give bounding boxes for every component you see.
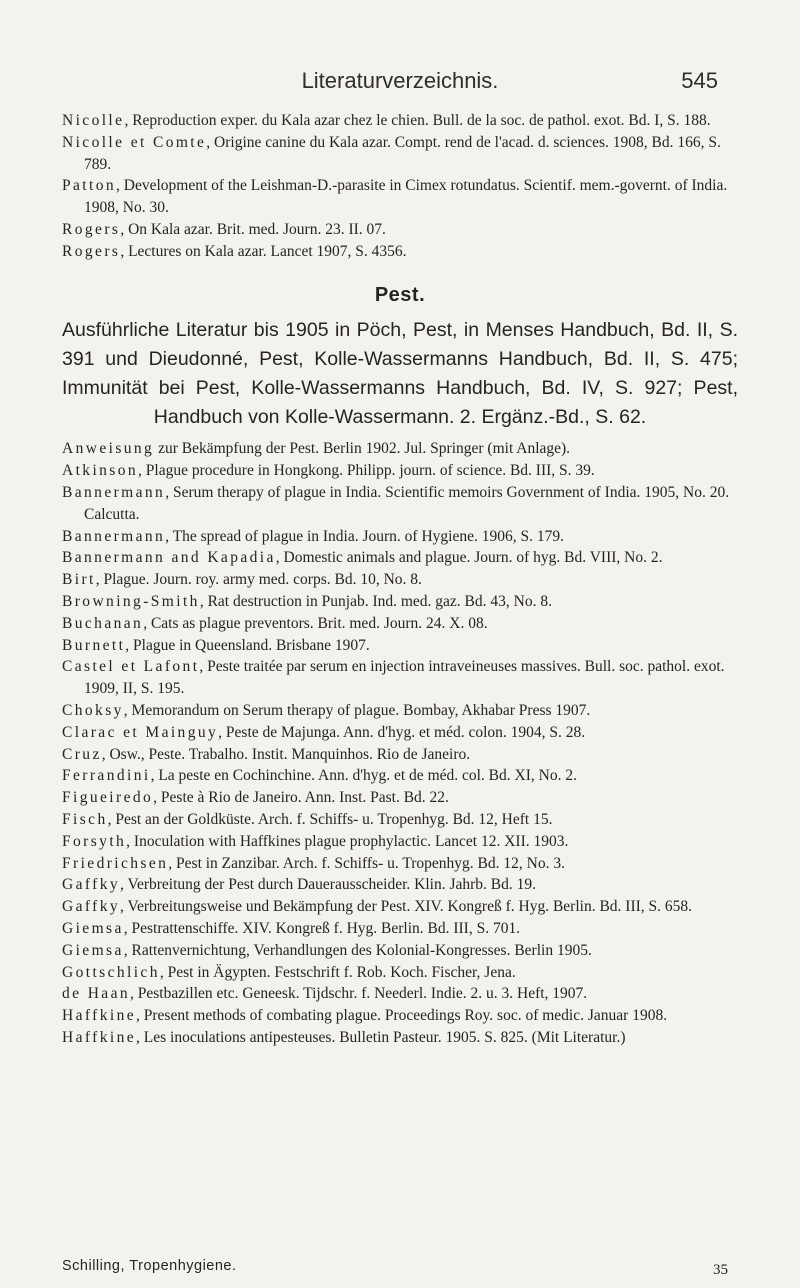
entry-author: Bannermann	[62, 527, 166, 545]
entry-text: , Rattenvernichtung, Verhandlungen des Kolonial-Kongresses. Berlin 1905.	[123, 941, 592, 959]
entry-author: de Haan	[62, 985, 131, 1003]
entry-text: , Origine canine du Kala azar. Compt. rend de l'acad. d. sciences. 1908, Bd. 166, S. 789.	[84, 133, 721, 173]
page-number: 545	[681, 68, 718, 93]
bibliography-entry	[62, 853, 738, 875]
entry-author: Browning-Smith	[62, 592, 200, 610]
entry-author: Patton	[62, 177, 117, 195]
entry-author: Nicolle et Comte	[62, 133, 207, 151]
entry-text: , Peste traitée par serum en injection intraveineuses massives. Bull. soc. pathol. exot. 1909, II, S. 195.	[84, 658, 725, 698]
entry-author: Figueiredo	[62, 789, 154, 807]
entry-text: , On Kala azar. Brit. med. Journ. 23. II. 07.	[120, 220, 386, 238]
bibliography-entry	[62, 1027, 738, 1049]
entry-text: , Peste de Majunga. Ann. d'hyg. et méd. colon. 1904, S. 28.	[218, 723, 586, 741]
bibliography-entry	[62, 613, 738, 635]
bibliography-entry	[62, 219, 738, 241]
entry-author: Anweisung	[62, 440, 155, 458]
entry-author: Giemsa	[62, 919, 124, 937]
bibliography-entry	[62, 547, 738, 569]
bibliography-entry	[62, 874, 738, 896]
entry-text: , Reproduction exper. du Kala azar chez le chien. Bull. de la soc. de pathol. exot. Bd. I, S. 188.	[124, 112, 711, 129]
entry-text: , Development of the Leishman-D.-parasite in Cimex rotundatus. Scientif. mem.-governt. of India. 1908, No. 30.	[84, 177, 728, 217]
bibliography-entry	[62, 569, 738, 591]
entry-author: Haffkine	[62, 1007, 137, 1025]
entry-text: , Pest in Ägypten. Festschrift f. Rob. Koch. Fischer, Jena.	[159, 963, 516, 981]
entry-text: , Present methods of combating plague. Proceedings Roy. soc. of medic. Januar 1908.	[136, 1007, 668, 1025]
publisher-line: Schilling, Tropenhygiene.	[62, 1258, 237, 1274]
entry-text: , Pest an der Goldküste. Arch. f. Schiffs- u. Tropenhyg. Bd. 12, Heft 15.	[107, 810, 553, 828]
entry-author: Castel et Lafont	[62, 658, 200, 676]
section-title: Pest.	[374, 283, 426, 306]
entry-text: , La peste en Cochinchine. Ann. d'hyg. et de méd. col. Bd. XI, No. 2.	[150, 767, 577, 785]
entry-text: , Rat destruction in Punjab. Ind. med. gaz. Bd. 43, No. 8.	[199, 592, 552, 610]
bibliography-entry	[62, 175, 738, 219]
entry-author: Giemsa	[62, 941, 124, 959]
bibliography-entry	[62, 110, 738, 132]
entry-author: Clarac et Mainguy	[62, 723, 219, 741]
entry-text: , The spread of plague in India. Journ. of Hygiene. 1906, S. 179.	[165, 527, 564, 545]
bibliography	[62, 110, 738, 1049]
entry-text: , Domestic animals and plague. Journ. of hyg. Bd. VIII, No. 2.	[275, 549, 663, 567]
entry-text: , Inoculation with Haffkines plague prophylactic. Lancet 12. XII. 1903.	[126, 832, 569, 850]
bibliography-entry	[62, 983, 738, 1005]
entry-author: Atkinson	[62, 462, 139, 480]
entry-text: , Pestbazillen etc. Geneesk. Tijdschr. f. Neederl. Indie. 2. u. 3. Heft, 1907.	[130, 985, 588, 1003]
entry-text: zur Bekämpfung der Pest. Berlin 1902. Jul. Springer (mit Anlage).	[154, 440, 571, 458]
bibliography-entry	[62, 940, 738, 962]
bibliography-entry	[62, 896, 738, 918]
entry-author: Gottschlich	[62, 963, 160, 981]
entry-text: , Lectures on Kala azar. Lancet 1907, S. 4356.	[120, 242, 407, 260]
entries-top-list	[62, 110, 738, 263]
entry-text: , Peste à Rio de Janeiro. Ann. Inst. Past. Bd. 22.	[153, 789, 449, 807]
entry-author: Rogers	[62, 242, 121, 260]
entry-author: Gaffky	[62, 898, 121, 916]
entry-text: , Plague procedure in Hongkong. Philipp. journ. of science. Bd. III, S. 39.	[138, 462, 595, 480]
entry-author: Haffkine	[62, 1028, 137, 1046]
bibliography-entry	[62, 831, 738, 853]
running-title: Literaturverzeichnis.	[301, 68, 499, 93]
bibliography-entry	[62, 482, 738, 526]
entry-text: , Serum therapy of plague in India. Scientific memoirs Government of India. 1905, No. 20. Calcutta.	[84, 483, 730, 523]
entry-author: Ferrandini	[62, 767, 151, 785]
entry-text: , Memorandum on Serum therapy of plague. Bombay, Akhabar Press 1907.	[123, 701, 591, 719]
entry-author: Forsyth	[62, 832, 127, 850]
bibliography-entry	[62, 722, 738, 744]
bibliography-entry	[62, 656, 738, 700]
entry-text: , Verbreitung der Pest durch Dauerausscheider. Klin. Jahrb. Bd. 19.	[120, 876, 536, 894]
bibliography-entry	[62, 241, 738, 263]
running-header	[0, 68, 800, 108]
entry-text: , Pest in Zanzibar. Arch. f. Schiffs- u. Tropenhyg. Bd. 12, No. 3.	[168, 854, 565, 872]
entry-author: Bannermann	[62, 483, 166, 501]
bibliography-entry	[62, 1005, 738, 1027]
bibliography-entry	[62, 787, 738, 809]
entries-list	[62, 438, 738, 1048]
entry-author: Burnett	[62, 636, 126, 654]
bibliography-entry	[62, 700, 738, 722]
bibliography-entry	[62, 591, 738, 613]
bibliography-entry	[62, 526, 738, 548]
entry-author: Choksy	[62, 701, 124, 719]
bibliography-entry	[62, 438, 738, 460]
entry-text: , Plague. Journ. roy. army med. corps. Bd. 10, No. 8.	[95, 571, 422, 589]
bibliography-entry	[62, 765, 738, 787]
entry-text: , Pestrattenschiffe. XIV. Kongreß f. Hyg. Berlin. Bd. III, S. 701.	[123, 919, 521, 937]
entry-author: Rogers	[62, 220, 121, 238]
entry-author: Fisch	[62, 810, 108, 828]
entry-text: , Cats as plague preventors. Brit. med. Journ. 24. X. 08.	[143, 614, 488, 632]
entry-author: Cruz	[62, 745, 102, 763]
section-intro: Ausführliche Literatur bis 1905 in Pöch, Pest, in Menses Handbuch, Bd. II, S. 391 und Dieudonné, Pest, Kolle-Wassermanns Handbuch, Bd. II, S. 475; Immunität bei Pest, Kolle-Wassermanns Handbuch, Bd. IV, S. 927; Pest, Handbuch von Kolle-Wassermann. 2. Ergänz.-Bd., S. 62.	[62, 319, 738, 429]
bibliography-entry	[62, 962, 738, 984]
entry-author: Gaffky	[62, 876, 121, 894]
bibliography-entry	[62, 809, 738, 831]
entry-author: Buchanan	[62, 614, 144, 632]
entry-author: Birt	[62, 571, 96, 589]
entry-author: Bannermann and Kapadia	[62, 549, 276, 567]
signature-mark: 35	[713, 1262, 728, 1278]
entry-author: Friedrichsen	[62, 854, 169, 872]
entry-text: , Verbreitungsweise und Bekämpfung der Pest. XIV. Kongreß f. Hyg. Berlin. Bd. III, S. 658.	[120, 898, 693, 916]
bibliography-entry	[62, 635, 738, 657]
entry-text: , Plague in Queensland. Brisbane 1907.	[125, 636, 370, 654]
bibliography-entry	[62, 918, 738, 940]
entry-text: , Les inoculations antipesteuses. Bulletin Pasteur. 1905. S. 825. (Mit Literatur.)	[136, 1028, 626, 1046]
entry-author: Nicolle	[62, 112, 125, 129]
bibliography-entry	[62, 460, 738, 482]
entry-text: , Osw., Peste. Trabalho. Instit. Manquinhos. Rio de Janeiro.	[101, 745, 471, 763]
bibliography-entry	[62, 132, 738, 176]
bibliography-entry	[62, 744, 738, 766]
